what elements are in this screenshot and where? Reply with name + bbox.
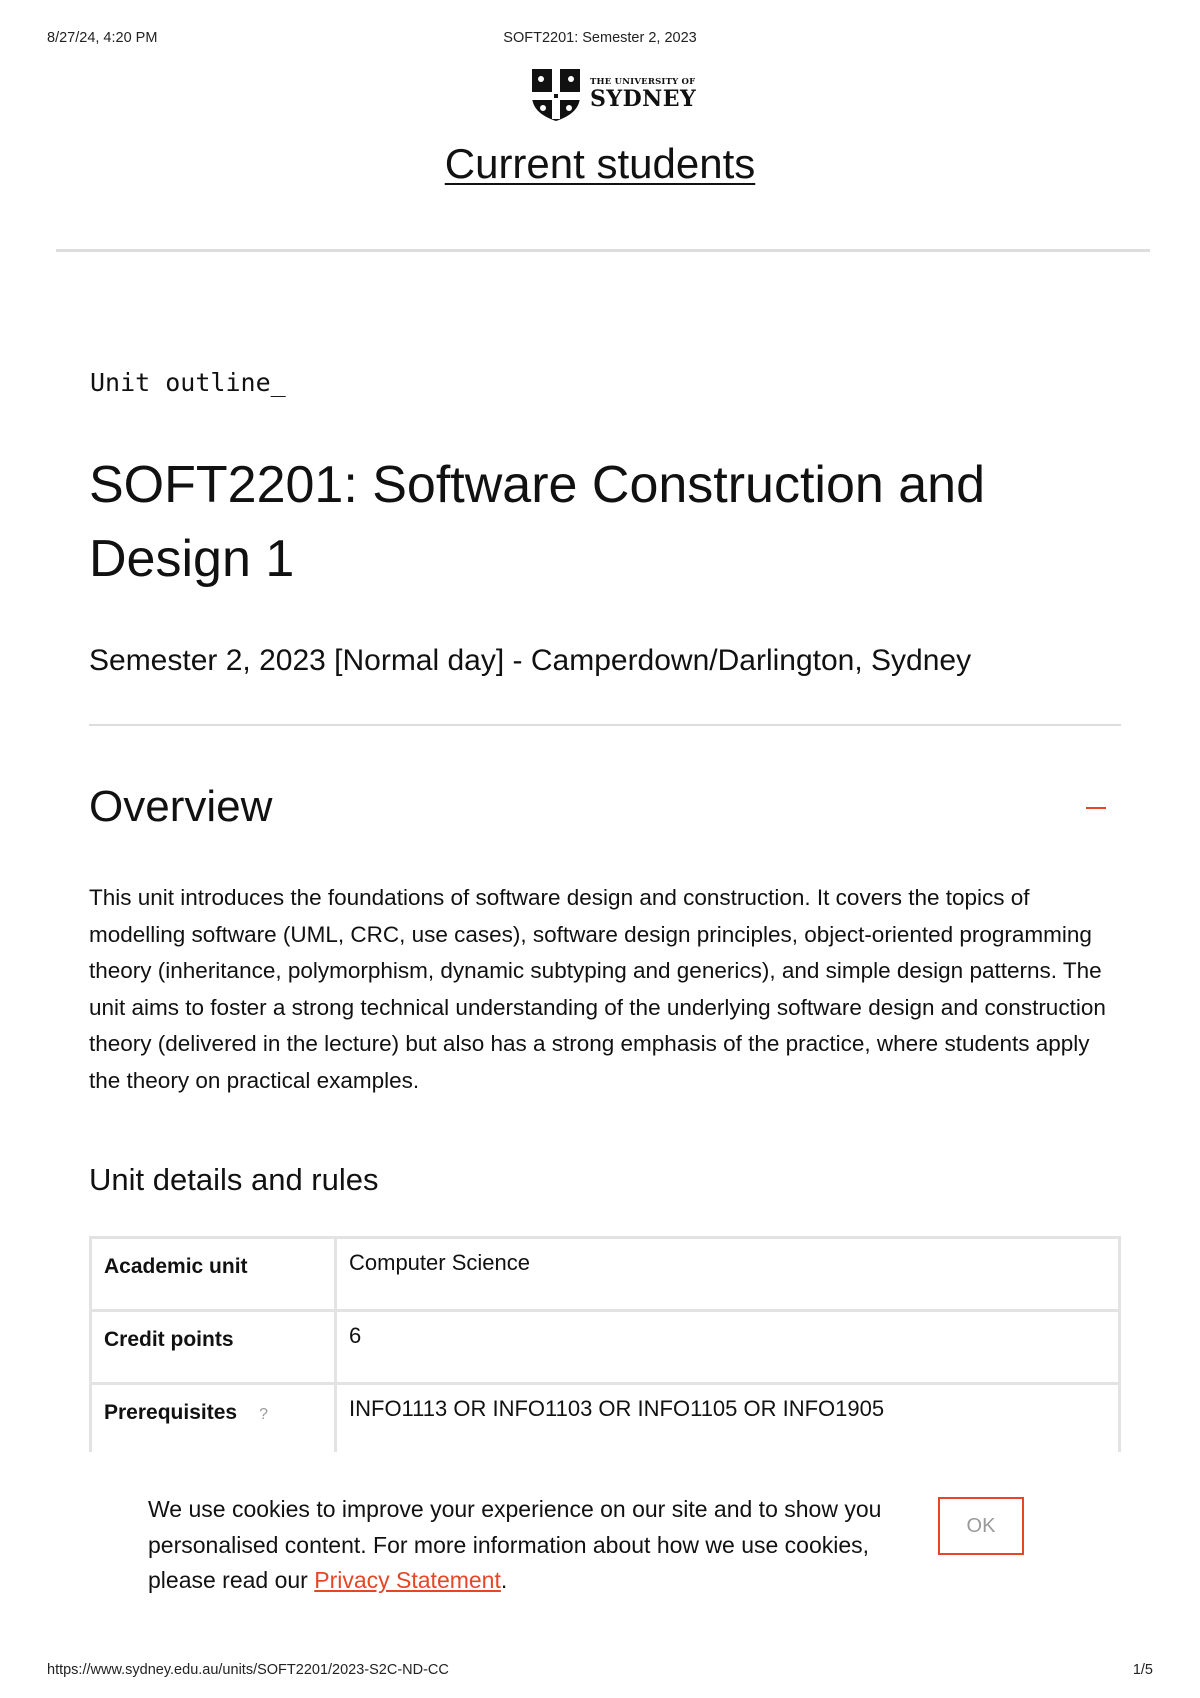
unit-details-heading: Unit details and rules <box>89 1162 379 1197</box>
row-label: Credit points <box>91 1311 336 1384</box>
page-kicker: Unit outline_ <box>90 368 286 397</box>
shield-crest-icon <box>530 66 582 122</box>
overview-heading: Overview <box>89 782 273 831</box>
logo-line2: SYDNEY <box>590 85 697 112</box>
site-title-link[interactable]: Current students <box>444 140 756 187</box>
table-row <box>91 1311 1120 1384</box>
table-row <box>91 1238 1120 1311</box>
help-icon[interactable]: ? <box>259 1406 268 1423</box>
print-page-number: 1/5 <box>1132 1662 1153 1678</box>
print-url: https://www.sydney.edu.au/units/SOFT2201/2023-S2C-ND-CC <box>47 1662 449 1678</box>
semester-info: Semester 2, 2023 [Normal day] - Camperdown/Darlington, Sydney <box>89 644 972 677</box>
section-divider <box>89 724 1121 726</box>
privacy-statement-link[interactable]: Privacy Statement <box>314 1567 501 1593</box>
cookie-banner <box>0 1452 1200 1648</box>
logo-line1: THE UNIVERSITY OF <box>590 77 696 88</box>
collapse-toggle-button[interactable] <box>1085 797 1107 819</box>
page-title: SOFT2201: Software Construction and Design 1 <box>89 456 986 588</box>
row-label: Academic unit <box>91 1238 336 1311</box>
unit-details-table <box>89 1236 1121 1452</box>
header-divider <box>56 249 1150 252</box>
print-header <box>0 30 1200 50</box>
row-value: INFO1113 OR INFO1103 OR INFO1105 OR INFO1905 <box>336 1384 1120 1457</box>
row-label: Prerequisites ? <box>91 1384 336 1457</box>
cookie-message: We use cookies to improve your experience on our site and to show you personalised content. For more information about how we use cookies, please read our Privacy Statement. <box>148 1496 882 1593</box>
overview-text: This unit introduces the foundations of software design and construction. It covers the topics of modelling software (UML, CRC, use cases), software design principles, object-oriented programming theory (inheritance, polymorphism, dynamic subtyping and generics), and simple design patterns. The unit aims to foster a strong technical understanding of the underlying software design and construction theory (delivered in the lecture) but also has a strong emphasis of the practice, where students apply the theory on practical examples. <box>89 885 1106 1093</box>
row-value: 6 <box>336 1311 1120 1384</box>
print-doc-title: SOFT2201: Semester 2, 2023 <box>503 30 697 46</box>
cookie-ok-button[interactable]: OK <box>938 1497 1024 1555</box>
minus-icon <box>1086 807 1106 809</box>
university-logo[interactable] <box>530 66 697 122</box>
table-row <box>91 1384 1120 1457</box>
print-footer <box>0 1662 1200 1682</box>
print-datetime: 8/27/24, 4:20 PM <box>47 30 158 46</box>
row-value: Computer Science <box>336 1238 1120 1311</box>
